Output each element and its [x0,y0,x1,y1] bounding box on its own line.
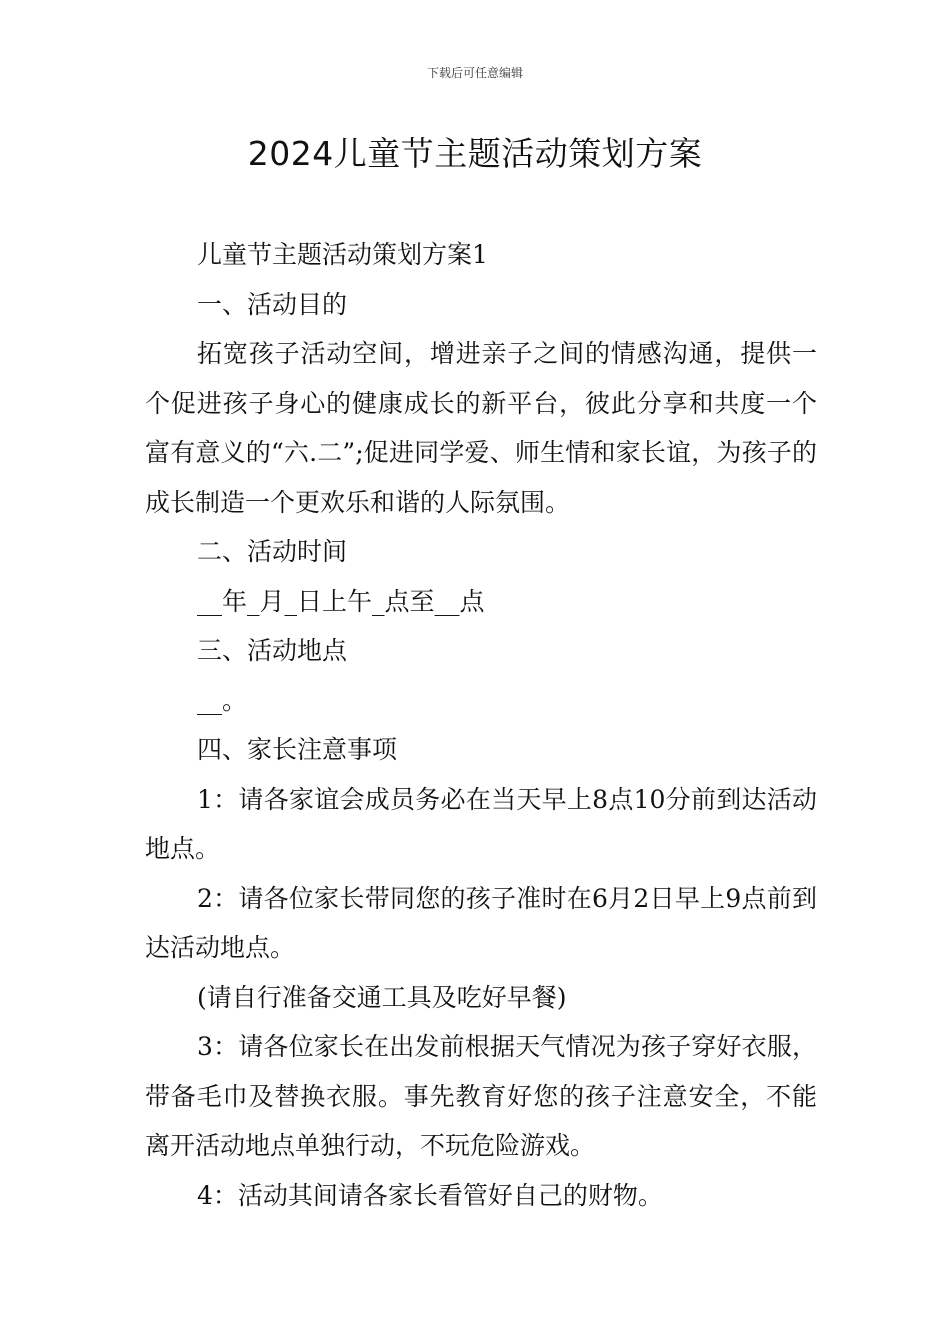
paragraph-purpose: 拓宽孩子活动空间，增进亲子之间的情感沟通，提供一个促进孩子身心的健康成长的新平台，彼此分享和共度一个富有意义的“六.二”;促进同学爱、师生情和家长谊，为孩子的成长制造一个更欢乐和谐的人际氛围。 [145,339,817,517]
note-item-3: 3：请各位家长在出发前根据天气情况为孩子穿好衣服，带备毛巾及替换衣服。事先教育好您的孩子注意安全，不能离开活动地点单独行动，不玩危险游戏。 [145,1032,817,1160]
section-heading-plan-1: 儿童节主题活动策划方案1 [197,240,488,269]
note-item-2-remark: (请自行准备交通工具及吃好早餐) [197,982,567,1012]
header-note: 下载后可任意编辑 [426,66,523,80]
note-item-1: 1：请各家谊会成员务必在当天早上8点10分前到达活动地点。 [145,784,817,863]
note-item-2: 2：请各位家长带同您的孩子准时在6月2日早上9点前到达活动地点。 [145,883,818,962]
paragraph-time: __年_月_日上午_点至__点 [197,586,485,616]
document-body [145,230,817,1220]
section-heading-location: 三、活动地点 [197,636,348,665]
section-heading-notes: 四、家长注意事项 [197,735,398,764]
note-item-4: 4：活动其间请各家长看管好自己的财物。 [197,1180,663,1210]
paragraph-location: __。 [197,685,248,715]
document-title: 2024儿童节主题活动策划方案 [247,134,703,173]
section-heading-purpose: 一、活动目的 [197,289,348,319]
section-heading-time: 二、活动时间 [197,537,348,566]
